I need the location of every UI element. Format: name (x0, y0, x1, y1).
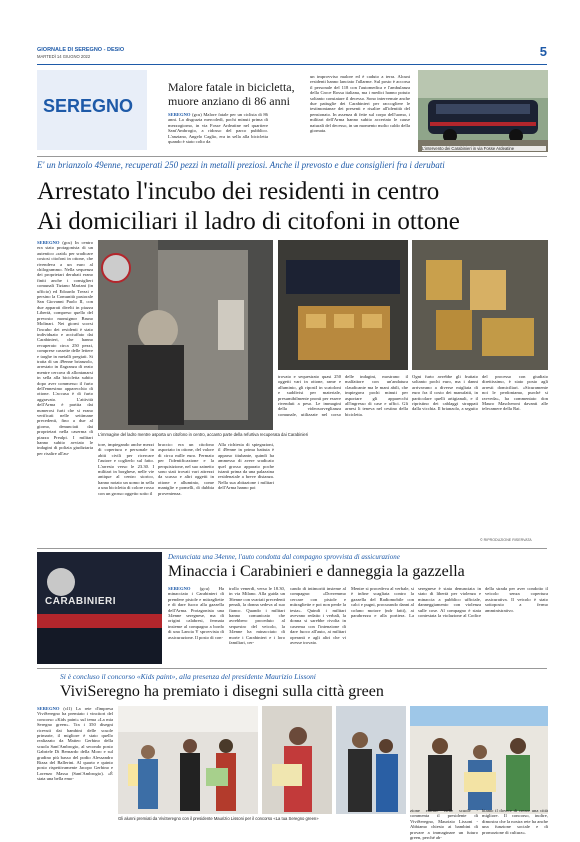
story2-col5-text: trovato e sequestrato quasi 250 oggetti vari in ottone, rame e alluminio, gli ripostI in scatoloni e suddivisi per materiale, presumibilmente pronti per essere rivenduti a peso. Le immagini della videosorveglianza comunale, utilizzate nel corso delle indagini, mostrano il malfattore con un'andatura claudicante ma le mani abili, che impiegava pochi minuti per asportare gli apparecchi all'ingresso di case e uffici. Gli arnesi li teneva nel cestino della bicicletta. (278, 374, 408, 417)
story4-photo-main (118, 706, 258, 814)
story1-col2-text: un improvviso malore ed è caduto a terra. Alcuni residenti hanno lanciato l'allarme. Sul posto è accorsa il personale del 118 con l'automedica e l'ambulanza della Croce Rossa italiana, ma i medici hanno potuto soltanto constatare il decesso. Sono intervenute anche due pattuglie dei Carabinieri per raccogliere le testimonianze dei presenti e risalire all'identità del pensionato. In assenza di fette sul corpo dell'uomo, i militari dell'Arma hanno subito accertato le cause naturali del decesso, in un momento molto caldo della giornata. (310, 74, 410, 134)
story2-photo-loot-1 (278, 240, 408, 370)
story3-lead-tag: SEREGNO (168, 586, 191, 591)
story2-headline-1: Arrestato l'incubo dei residenti in centro (37, 178, 440, 205)
story3-col4 (351, 586, 548, 664)
student-with-drawing-image (262, 706, 332, 814)
story2-top-rule (37, 156, 547, 157)
story4-photo-3 (336, 706, 406, 814)
thief-cctv-image (98, 240, 273, 430)
story2-col2 (98, 442, 154, 542)
brass-intercoms-image (412, 240, 548, 370)
story2-col1-text: (gcu) In centro era stato protagonista di un autentico «raid» per sradicare costosi citofoni in ottone, che rivendeva a un euro al chilogrammo. Nella sequenza dei proprietari derubati erano finiti anche i consiglieri comunali Tiziano Mariani (in ufficio) ed Edoardo Trezzi e persino la Comunità pastorale San Giovanni Paolo II, con due apparati divelti in piazza Libertà, compreso quello del prevosto monsignor Bruno Molinari. Nei giorni scorsi l'incubo dei residenti è stato individuato e acciuffato dai Carabinieri, che hanno recuperato circa 250 pezzi, comprese cassette delle lettere e targhe in metalli pregiati. Si tratta di un 49enne brianzolo, arrestato in flagranza di reato mentre cercava di allontanarsi in sella alla bicicletta subito dopo aver commesso il furto dell'ennesimo apparecchio di ottone. L'accusa è di furto aggravato. L'attività dell'Arma è partita dai numerosi furti che si erano verificati nelle settimane precedenti, fino a due al giorno, denunciati dai proprietari nella caserma di piazza Prealpi. I militari hanno subito avviato le indagini di polizia giudiziaria per risalire all'au- (37, 240, 93, 456)
story4-photo-caption: Gli alunni premiati da ViviSeregno con il presidente Maurizio Lissoni per il concorso «La tua Seregno green» (118, 816, 319, 821)
story3-headline: Minaccia i Carabinieri e danneggia la gazzella (168, 563, 465, 580)
page-number: 5 (539, 44, 547, 59)
story2-col3 (158, 442, 214, 542)
story4-col2-text: zione entrare nelle scuole - commenta il presidente di ViviSeregno, Maurizio Lissoni - Abbiamo chiesto ai bambini di provare a immaginare un futuro green, perché ab- (410, 808, 478, 841)
story2-kicker: E' un brianzolo 49enne, recuperati 250 pezzi in metalli preziosi. Anche il prevosto e due consiglieri fra i derubati (37, 160, 445, 170)
story2-headline-2: Ai domiciliari il ladro di citofoni in ottone (37, 208, 460, 235)
story2-lead-tag: SEREGNO (37, 240, 60, 245)
story3-col3 (290, 586, 346, 664)
story2-copyright: © RIPRODUZIONE RISERVATA (480, 538, 532, 542)
story1-col1-text: (gcu) Malore fatale per un ciclista di 86 anni. La disgrazia mercoledì, pochi minuti prima di mezzogiorno, in via Fosse Ardeatine nel quartiere Sant'Ambrogio, a ridosso del parco pubblico. L'anziano, Angelo Caglio, era in sella alla bicicletta quando è stato colto da (168, 112, 268, 145)
paper-name: GIORNALE DI SEREGNO - DESIO (37, 47, 125, 53)
story2-col5 (278, 374, 408, 544)
story2-col2-text: tore, impiegando anche mezzi di copertura e personale in abiti civili per ricercare l'autore e coglierlo sul fatto. L'arresto verso le 23.30. I militari in borghese, nelle vie antique al centro storico, hanno notato un uomo in sella a una bicicletta di colore rosso con un grosso oggetto sotto il (98, 442, 154, 496)
story4-kicker: Si è concluso il concorso «Kids paint», alla presenza del presidente Maurizio Lissoni (60, 672, 316, 681)
story2-photo-caption: L'immagine del ladro mentre asporta un citofono in centro, accanto parte della refurtiva recuperata dai Carabinieri (98, 432, 309, 437)
class-group-image (410, 706, 548, 814)
story3-col4-text: Mentre si procedeva al verbale, si è infine scagliata contro la gazzella del Radiomobile con calci e pugni, procurando danni al cofano motore (ndr fatti), ai parabrezza e alla portiera. La seregnese è stata denunciata in stato di libertà per violenza e minaccia a pubblico ufficiale, danneggiamento con violenza sulle cose. Al compagno è stata contestata la violazione al Codice della strada per aver condotto il veicolo senza copertura assicurativa. Il veicolo è stato sottoposto a fermo amministrativo. (351, 586, 548, 619)
story3-col2-text: trollo venerdì, verso le 18.30, in via Milano. Alla guida un 36enne con svariati precedenti penali, la donna sedeva al suo fianco. Quando i militari hanno comunicato che avrebbero proceduto al sequestro del veicolo, la 34enne ha minacciato di morte i Carabinieri e i loro familiari, cer- (229, 586, 285, 646)
story2-photo-loot-2 (412, 240, 548, 370)
story3-col1-text: (gcu) Ha minacciato i Carabinieri di prendere pistole e mitragliette e di dare fuoco alla gazzella dell'Arma. Protagonista una 34enne seregnese, ma di origini calabresi, fermata insieme al compagno a bordo di una Lancia Y sprovvista di assicurazione. Il posto di con- (168, 586, 224, 640)
section-label: SEREGNO (43, 96, 134, 116)
story3-kicker: Denunciata una 34enne, l'auto condotta dal compagno sprovvista di assicurazione (168, 553, 400, 561)
story4-photo-2 (262, 706, 332, 814)
story4-col1-text: (cl1) La rete d'impresa ViviSeregno ha premiato i vincitori del concorso «Kids paint» sul tema «La mia Seregno green». Tra i 350 disegni ricevuti dai bambini delle scuole primarie, il migliore è stato quello realizzato da Matteo Gerbino della scuola Sant'Ambrogio, al secondo posto Gabriele Di Bernardo della Moro e sul gradino più basso del podio Alessandro Rizza del Ballerini. Al quarto e quinto posto rispettivamente Jacopo Gerbino e Lorenzo Massa (Sant'Ambrogio). «È stata una bella emo- (37, 706, 114, 782)
story3-col1 (168, 586, 224, 664)
story1-col2 (310, 74, 410, 152)
story2-col6 (412, 374, 548, 536)
story3-top-rule (37, 548, 547, 549)
carabinieri-car-door-image (37, 552, 162, 664)
story4-lead-tag: SEREGNO (37, 706, 60, 711)
story1-headline: Malore fatale in bicicletta, muore anziano di 86 anni (168, 80, 295, 108)
story4-col1 (37, 706, 113, 826)
story4-photo-4 (410, 706, 548, 814)
story2-photo-cctv (98, 240, 273, 430)
masthead (37, 44, 547, 64)
story1-col1 (168, 112, 268, 150)
award-winners-image (118, 706, 258, 814)
story2-col3-text: braccio: era un citofono asportato in ottone, del valore di circa mille euro. Fermato per l'identificazione e la perquisizione, nel suo zainetto sono stati trovati vari attrezzi da scasso e altri oggetti in ottone e alluminio, come maniglie e pomelli, di dubbia provenienza. (158, 442, 214, 496)
story4-col2 (410, 808, 478, 841)
story2-col4 (218, 442, 274, 542)
story4-headline: ViviSeregno ha premiato i disegni sulla città green (60, 683, 384, 700)
story2-col6-text: Ogni furto avrebbe gli fruttato soltanto pochi euro, ma i danni arrivavano a diverse migliaia di euro fra il costo dei manufatti, in particolare quelli artigianali, e il ripristino dei cablaggi strappati dalla vicchia. Il brianzolo, a seguito del processo con giudizio direttissimo, è stato posto agli arresti domiciliari. «Sicuramente noi le perdoniamo, purché si ravveda», ha commentato don Mauro Mascheroni davanti alle telecamere della Rai. (412, 374, 548, 412)
issue-date: MARTEDÌ 14 GIUGNO 2022 (37, 54, 91, 59)
story4-col3-text: biamo il dovere di creare una città migliore. Il concorso, inoltre, dimostra che la nostra rete ha anche una funzione sociale e di promozione di cultura». (482, 808, 548, 835)
story3-col3-text: cando di intimoriti insieme al compagno: «Dovremmo cercare con pistole e mitragliette e poi non perde la testa». Quindi i militari avevano redatto i verbali, la donna si sarebbe rivolta in caserma con l'intenzione di dare fuoco all'auto, ai militari operanti e agli altri che vi avesse trovato. (290, 586, 346, 646)
recovered-loot-image (278, 240, 408, 370)
story1-photo-caption: L'intervento dei Carabinieri in via Fosse Ardeatine (422, 146, 546, 151)
story3-photo (37, 552, 162, 664)
story1-lead-tag: SEREGNO (168, 112, 191, 117)
story2-col4-text: Alla richiesta di spiegazioni, il 49enne in prima battuta è apparso titubante, quindi ha ammesso di avere sradicato quel grosso apparato poche istanti prima da una palazzina residenziale a breve distanza. Nella sua abitazione i militari dell'Arma hanno poi (218, 442, 274, 491)
story4-col3 (482, 808, 548, 835)
story3-photo-badge: CARABINIERI (45, 596, 117, 607)
story1-photo (418, 70, 548, 152)
prize-ceremony-image (336, 706, 406, 814)
story2-col1 (37, 240, 93, 570)
story3-col2 (229, 586, 285, 664)
section-banner (37, 70, 147, 150)
carabinieri-car-image (418, 70, 548, 152)
masthead-rule (37, 64, 547, 65)
story4-top-rule (37, 668, 547, 669)
